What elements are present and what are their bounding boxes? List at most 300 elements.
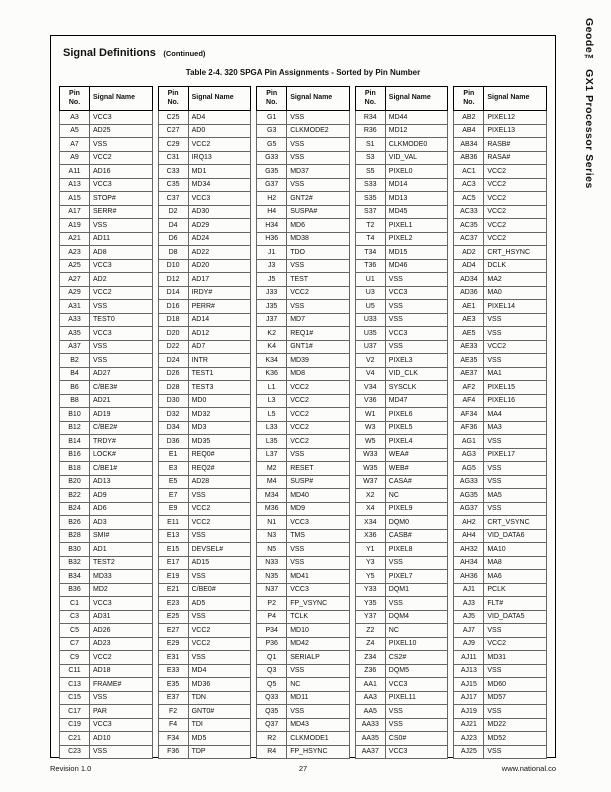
pin-no-cell: AJ21 [454, 718, 484, 732]
pin-no-cell: AA3 [355, 691, 385, 705]
pin-row [158, 718, 251, 732]
pin-table-3 [256, 86, 350, 759]
pin-no-cell: G33 [257, 151, 287, 165]
pin-no-cell: C33 [158, 165, 188, 179]
signal-name-cell: PIXEL10 [385, 637, 448, 651]
pin-row [257, 151, 350, 165]
pin-no-cell: AG35 [454, 489, 484, 503]
pin-row [454, 408, 547, 422]
pin-no-cell: E29 [158, 637, 188, 651]
pin-no-cell: N37 [257, 583, 287, 597]
pin-row [454, 273, 547, 287]
pin-row [454, 570, 547, 584]
pin-row [257, 556, 350, 570]
pin-row [355, 165, 448, 179]
signal-name-cell: VSS [484, 624, 547, 638]
pin-no-cell: T34 [355, 246, 385, 260]
pin-row [454, 111, 547, 125]
pin-row [60, 313, 153, 327]
pin-row [60, 421, 153, 435]
pin-no-cell: F36 [158, 745, 188, 759]
pin-no-cell: AB4 [454, 124, 484, 138]
pin-row [158, 219, 251, 233]
pin-row [454, 610, 547, 624]
signal-name-cell: VSS [90, 691, 153, 705]
pin-row [257, 570, 350, 584]
signal-name-cell: VCC2 [188, 138, 251, 152]
pin-row [158, 637, 251, 651]
pin-no-cell: S37 [355, 205, 385, 219]
pin-no-cell: Q3 [257, 664, 287, 678]
pin-no-cell: Z34 [355, 651, 385, 665]
pin-row [454, 516, 547, 530]
pin-no-cell: G37 [257, 178, 287, 192]
pin-row [60, 408, 153, 422]
pin-no-cell: H34 [257, 219, 287, 233]
signal-name-cell: PIXEL6 [385, 408, 448, 422]
pin-no-cell: G5 [257, 138, 287, 152]
pin-row [158, 610, 251, 624]
signal-name-cell: AD9 [90, 489, 153, 503]
pin-row [158, 354, 251, 368]
pin-no-cell: P4 [257, 610, 287, 624]
signal-name-cell: VSS [385, 300, 448, 314]
signal-name-cell: VSS [287, 705, 350, 719]
signal-name-cell: MD38 [287, 232, 350, 246]
pin-row [158, 664, 251, 678]
signal-name-cell: SERIALP [287, 651, 350, 665]
pin-no-cell: AC37 [454, 232, 484, 246]
pin-row [454, 246, 547, 260]
signal-name-cell: VSS [385, 705, 448, 719]
pin-row [454, 678, 547, 692]
footer-page-number: 27 [298, 764, 308, 773]
pin-row [257, 462, 350, 476]
pin-no-cell: L5 [257, 408, 287, 422]
pin-no-cell: AG37 [454, 502, 484, 516]
pin-no-cell: G35 [257, 165, 287, 179]
pin-no-cell: AE37 [454, 367, 484, 381]
pin-no-cell: AJ1 [454, 583, 484, 597]
pin-row [454, 475, 547, 489]
signal-name-cell: AD28 [188, 475, 251, 489]
signal-name-cell: AD17 [188, 273, 251, 287]
pin-no-cell: K36 [257, 367, 287, 381]
pin-row [355, 286, 448, 300]
pin-row [454, 745, 547, 759]
pin-no-header: Pin No. [257, 87, 287, 111]
pin-row [60, 664, 153, 678]
pin-no-cell: C9 [60, 651, 90, 665]
pin-row [355, 408, 448, 422]
pin-row [355, 745, 448, 759]
signal-name-cell: VCC3 [287, 583, 350, 597]
signal-name-cell: SUSP# [287, 475, 350, 489]
signal-name-cell: DQM0 [385, 516, 448, 530]
pin-row [257, 259, 350, 273]
signal-name-cell: PIXEL9 [385, 502, 448, 516]
signal-name-cell: VSS [90, 745, 153, 759]
signal-name-cell: NC [385, 489, 448, 503]
signal-name-cell: WEB# [385, 462, 448, 476]
signal-name-cell: VCC2 [287, 381, 350, 395]
pin-row [158, 732, 251, 746]
pin-row [257, 705, 350, 719]
pin-row [454, 205, 547, 219]
pin-no-cell: AE35 [454, 354, 484, 368]
pin-row [454, 664, 547, 678]
pin-no-cell: P36 [257, 637, 287, 651]
pin-row [158, 705, 251, 719]
pin-no-cell: AF34 [454, 408, 484, 422]
pin-no-cell: V34 [355, 381, 385, 395]
pin-row [257, 219, 350, 233]
pin-no-cell: D32 [158, 408, 188, 422]
signal-name-cell: VID_VAL [385, 151, 448, 165]
section-heading-row [63, 43, 205, 61]
pin-row [454, 448, 547, 462]
pin-row [355, 448, 448, 462]
pin-no-cell: Q33 [257, 691, 287, 705]
pin-no-cell: Y5 [355, 570, 385, 584]
signal-name-cell: AD13 [90, 475, 153, 489]
signal-name-cell: FRAME# [90, 678, 153, 692]
pin-row [454, 151, 547, 165]
signal-name-cell: FP_HSYNC [287, 745, 350, 759]
pin-row [355, 273, 448, 287]
pin-row [454, 178, 547, 192]
signal-name-cell: VCC2 [484, 192, 547, 206]
signal-name-cell: VSS [90, 219, 153, 233]
signal-name-header: Signal Name [90, 87, 153, 111]
pin-no-cell: E37 [158, 691, 188, 705]
pin-row [60, 448, 153, 462]
pin-no-cell: E17 [158, 556, 188, 570]
pin-no-header: Pin No. [60, 87, 90, 111]
signal-name-cell: CASA# [385, 475, 448, 489]
pin-row [158, 313, 251, 327]
signal-name-cell: TDN [188, 691, 251, 705]
pin-row [60, 705, 153, 719]
pin-no-cell: L37 [257, 448, 287, 462]
signal-name-cell: AD27 [90, 367, 153, 381]
pin-row [158, 462, 251, 476]
signal-name-cell: FP_VSYNC [287, 597, 350, 611]
pin-no-cell: B32 [60, 556, 90, 570]
pin-no-cell: Q1 [257, 651, 287, 665]
signal-name-cell: AD3 [90, 516, 153, 530]
signal-name-cell: MD41 [287, 570, 350, 584]
pin-row [60, 192, 153, 206]
signal-name-cell: PIXEL14 [484, 300, 547, 314]
pin-row [355, 435, 448, 449]
pin-assignment-tables [59, 86, 547, 759]
signal-name-cell: AD5 [188, 597, 251, 611]
pin-row [60, 678, 153, 692]
pin-row [158, 124, 251, 138]
pin-row [60, 462, 153, 476]
pin-row [257, 529, 350, 543]
pin-row [257, 111, 350, 125]
pin-no-cell: AG5 [454, 462, 484, 476]
pin-row [355, 151, 448, 165]
signal-name-cell: AD23 [90, 637, 153, 651]
signal-name-cell: CLKMODE2 [287, 124, 350, 138]
pin-row [257, 205, 350, 219]
pin-row [158, 421, 251, 435]
pin-no-cell: C25 [158, 111, 188, 125]
signal-name-cell: VSS [287, 178, 350, 192]
pin-no-cell: L35 [257, 435, 287, 449]
signal-name-cell: TDP [188, 745, 251, 759]
pin-no-cell: AC33 [454, 205, 484, 219]
pin-row [454, 327, 547, 341]
pin-row [355, 313, 448, 327]
pin-no-cell: AH36 [454, 570, 484, 584]
pin-row [60, 165, 153, 179]
pin-no-cell: E7 [158, 489, 188, 503]
pin-row [355, 732, 448, 746]
signal-name-cell: AD1 [90, 543, 153, 557]
signal-name-cell: C/BE2# [90, 421, 153, 435]
pin-no-cell: AE1 [454, 300, 484, 314]
pin-no-cell: D36 [158, 435, 188, 449]
pin-no-cell: E5 [158, 475, 188, 489]
pin-row [60, 718, 153, 732]
pin-no-cell: H4 [257, 205, 287, 219]
signal-name-cell: VCC2 [188, 637, 251, 651]
pin-no-cell: B16 [60, 448, 90, 462]
pin-row [60, 111, 153, 125]
signal-name-cell: AD25 [90, 124, 153, 138]
pin-row [158, 529, 251, 543]
pin-no-cell: A15 [60, 192, 90, 206]
pin-no-cell: D12 [158, 273, 188, 287]
pin-row [257, 678, 350, 692]
signal-name-cell: MD5 [188, 732, 251, 746]
pin-row [158, 435, 251, 449]
pin-no-cell: AD36 [454, 286, 484, 300]
pin-no-cell: B24 [60, 502, 90, 516]
pin-no-cell: E9 [158, 502, 188, 516]
pin-row [454, 381, 547, 395]
pin-row [60, 259, 153, 273]
signal-name-cell: PIXEL15 [484, 381, 547, 395]
pin-row [257, 637, 350, 651]
signal-name-cell: SUSPA# [287, 205, 350, 219]
signal-name-cell: MD15 [385, 246, 448, 260]
pin-no-cell: F34 [158, 732, 188, 746]
signal-name-cell: AD14 [188, 313, 251, 327]
pin-row [60, 516, 153, 530]
signal-name-cell: PIXEL12 [484, 111, 547, 125]
pin-row [158, 178, 251, 192]
signal-name-cell: MD10 [287, 624, 350, 638]
pin-no-cell: B22 [60, 489, 90, 503]
signal-name-cell: VCC2 [484, 637, 547, 651]
pin-no-cell: D10 [158, 259, 188, 273]
pin-row [355, 570, 448, 584]
pin-no-cell: AG3 [454, 448, 484, 462]
footer-revision: Revision 1.0 [50, 764, 92, 773]
pin-no-cell: T4 [355, 232, 385, 246]
pin-row [257, 435, 350, 449]
signal-name-cell: MD57 [484, 691, 547, 705]
signal-name-cell: VSS [90, 300, 153, 314]
pin-no-cell: S35 [355, 192, 385, 206]
signal-name-cell: MD35 [188, 435, 251, 449]
signal-name-cell: VSS [90, 354, 153, 368]
pin-no-cell: H36 [257, 232, 287, 246]
pin-no-cell: AJ17 [454, 691, 484, 705]
pin-no-cell: Z36 [355, 664, 385, 678]
pin-no-cell: Z2 [355, 624, 385, 638]
pin-row [454, 462, 547, 476]
pin-no-cell: AB34 [454, 138, 484, 152]
pin-no-cell: W1 [355, 408, 385, 422]
signal-name-cell: SMI# [90, 529, 153, 543]
pin-row [158, 475, 251, 489]
signal-name-cell: VSS [287, 448, 350, 462]
signal-name-cell: RASB# [484, 138, 547, 152]
pin-row [257, 381, 350, 395]
pin-no-cell: A3 [60, 111, 90, 125]
pin-row [257, 489, 350, 503]
pin-no-cell: N1 [257, 516, 287, 530]
pin-row [454, 489, 547, 503]
pin-row [355, 219, 448, 233]
signal-name-cell: RESET [287, 462, 350, 476]
pin-row [158, 327, 251, 341]
pin-row [454, 165, 547, 179]
pin-no-cell: AB36 [454, 151, 484, 165]
pin-no-cell: D24 [158, 354, 188, 368]
signal-name-cell: VSS [188, 529, 251, 543]
pin-row [257, 178, 350, 192]
signal-name-cell: VSS [188, 610, 251, 624]
pin-row [257, 367, 350, 381]
pin-row [355, 138, 448, 152]
signal-name-cell: MD52 [484, 732, 547, 746]
pin-no-cell: W5 [355, 435, 385, 449]
pin-no-cell: AJ25 [454, 745, 484, 759]
pin-row [60, 570, 153, 584]
signal-name-cell: VCC2 [287, 286, 350, 300]
pin-no-cell: V4 [355, 367, 385, 381]
signal-name-cell: AD24 [188, 232, 251, 246]
pin-no-cell: B28 [60, 529, 90, 543]
table-title: Table 2-4. 320 SPGA Pin Assignments - Sorted by Pin Number [185, 68, 421, 77]
pin-row [60, 502, 153, 516]
pin-row [158, 246, 251, 260]
pin-no-cell: D28 [158, 381, 188, 395]
pin-no-cell: A5 [60, 124, 90, 138]
pin-row [60, 151, 153, 165]
signal-name-cell: TMS [287, 529, 350, 543]
pin-no-cell: D4 [158, 219, 188, 233]
signal-name-cell: MD4 [188, 664, 251, 678]
pin-no-cell: AH32 [454, 543, 484, 557]
pin-table-4 [355, 86, 449, 759]
pin-no-cell: V36 [355, 394, 385, 408]
pin-no-cell: AB2 [454, 111, 484, 125]
signal-name-cell: MD0 [188, 394, 251, 408]
signal-name-cell: VSS [484, 462, 547, 476]
signal-name-cell: AD11 [90, 232, 153, 246]
signal-name-cell: VSS [287, 138, 350, 152]
pin-no-cell: E11 [158, 516, 188, 530]
pin-no-cell: N3 [257, 529, 287, 543]
signal-name-cell: VCC3 [90, 178, 153, 192]
pin-row [355, 327, 448, 341]
pin-row [158, 273, 251, 287]
pin-row [60, 745, 153, 759]
signal-name-cell: PIXEL0 [385, 165, 448, 179]
pin-no-cell: C31 [158, 151, 188, 165]
signal-name-cell: AD30 [188, 205, 251, 219]
pin-row [60, 300, 153, 314]
pin-row [158, 583, 251, 597]
pin-no-cell: J1 [257, 246, 287, 260]
pin-row [158, 745, 251, 759]
pin-row [257, 502, 350, 516]
signal-name-cell: DEVSEL# [188, 543, 251, 557]
pin-no-cell: V2 [355, 354, 385, 368]
signal-name-cell: TRDY# [90, 435, 153, 449]
pin-row [60, 543, 153, 557]
signal-name-cell: IRQ13 [188, 151, 251, 165]
pin-no-cell: A11 [60, 165, 90, 179]
pin-row [60, 435, 153, 449]
signal-name-cell: MD39 [287, 354, 350, 368]
signal-name-cell: MA10 [484, 543, 547, 557]
signal-name-cell: VCC2 [484, 340, 547, 354]
pin-row [454, 583, 547, 597]
signal-name-cell: MD3 [188, 421, 251, 435]
pin-row [355, 475, 448, 489]
signal-name-cell: VCC3 [385, 678, 448, 692]
pin-row [257, 583, 350, 597]
signal-name-cell: VCC2 [484, 219, 547, 233]
pin-row [355, 232, 448, 246]
pin-row [158, 394, 251, 408]
signal-name-cell: VCC2 [287, 421, 350, 435]
pin-row [454, 124, 547, 138]
signal-name-cell: VSS [287, 556, 350, 570]
signal-name-cell: VCC2 [484, 205, 547, 219]
signal-name-cell: VCC3 [90, 327, 153, 341]
signal-name-cell: VSS [484, 313, 547, 327]
pin-row [257, 475, 350, 489]
pin-row [158, 597, 251, 611]
signal-name-cell: VSS [385, 340, 448, 354]
signal-name-cell: AD2 [90, 273, 153, 287]
pin-row [355, 421, 448, 435]
signal-name-header: Signal Name [287, 87, 350, 111]
pin-no-cell: X4 [355, 502, 385, 516]
pin-row [257, 340, 350, 354]
pin-row [60, 219, 153, 233]
signal-name-cell: VSS [287, 543, 350, 557]
pin-no-cell: D26 [158, 367, 188, 381]
pin-row [454, 300, 547, 314]
pin-row [454, 691, 547, 705]
pin-row [355, 516, 448, 530]
pin-row [158, 151, 251, 165]
signal-name-cell: VSS [188, 651, 251, 665]
footer-website: www.national.co [501, 764, 556, 773]
pin-row [355, 624, 448, 638]
